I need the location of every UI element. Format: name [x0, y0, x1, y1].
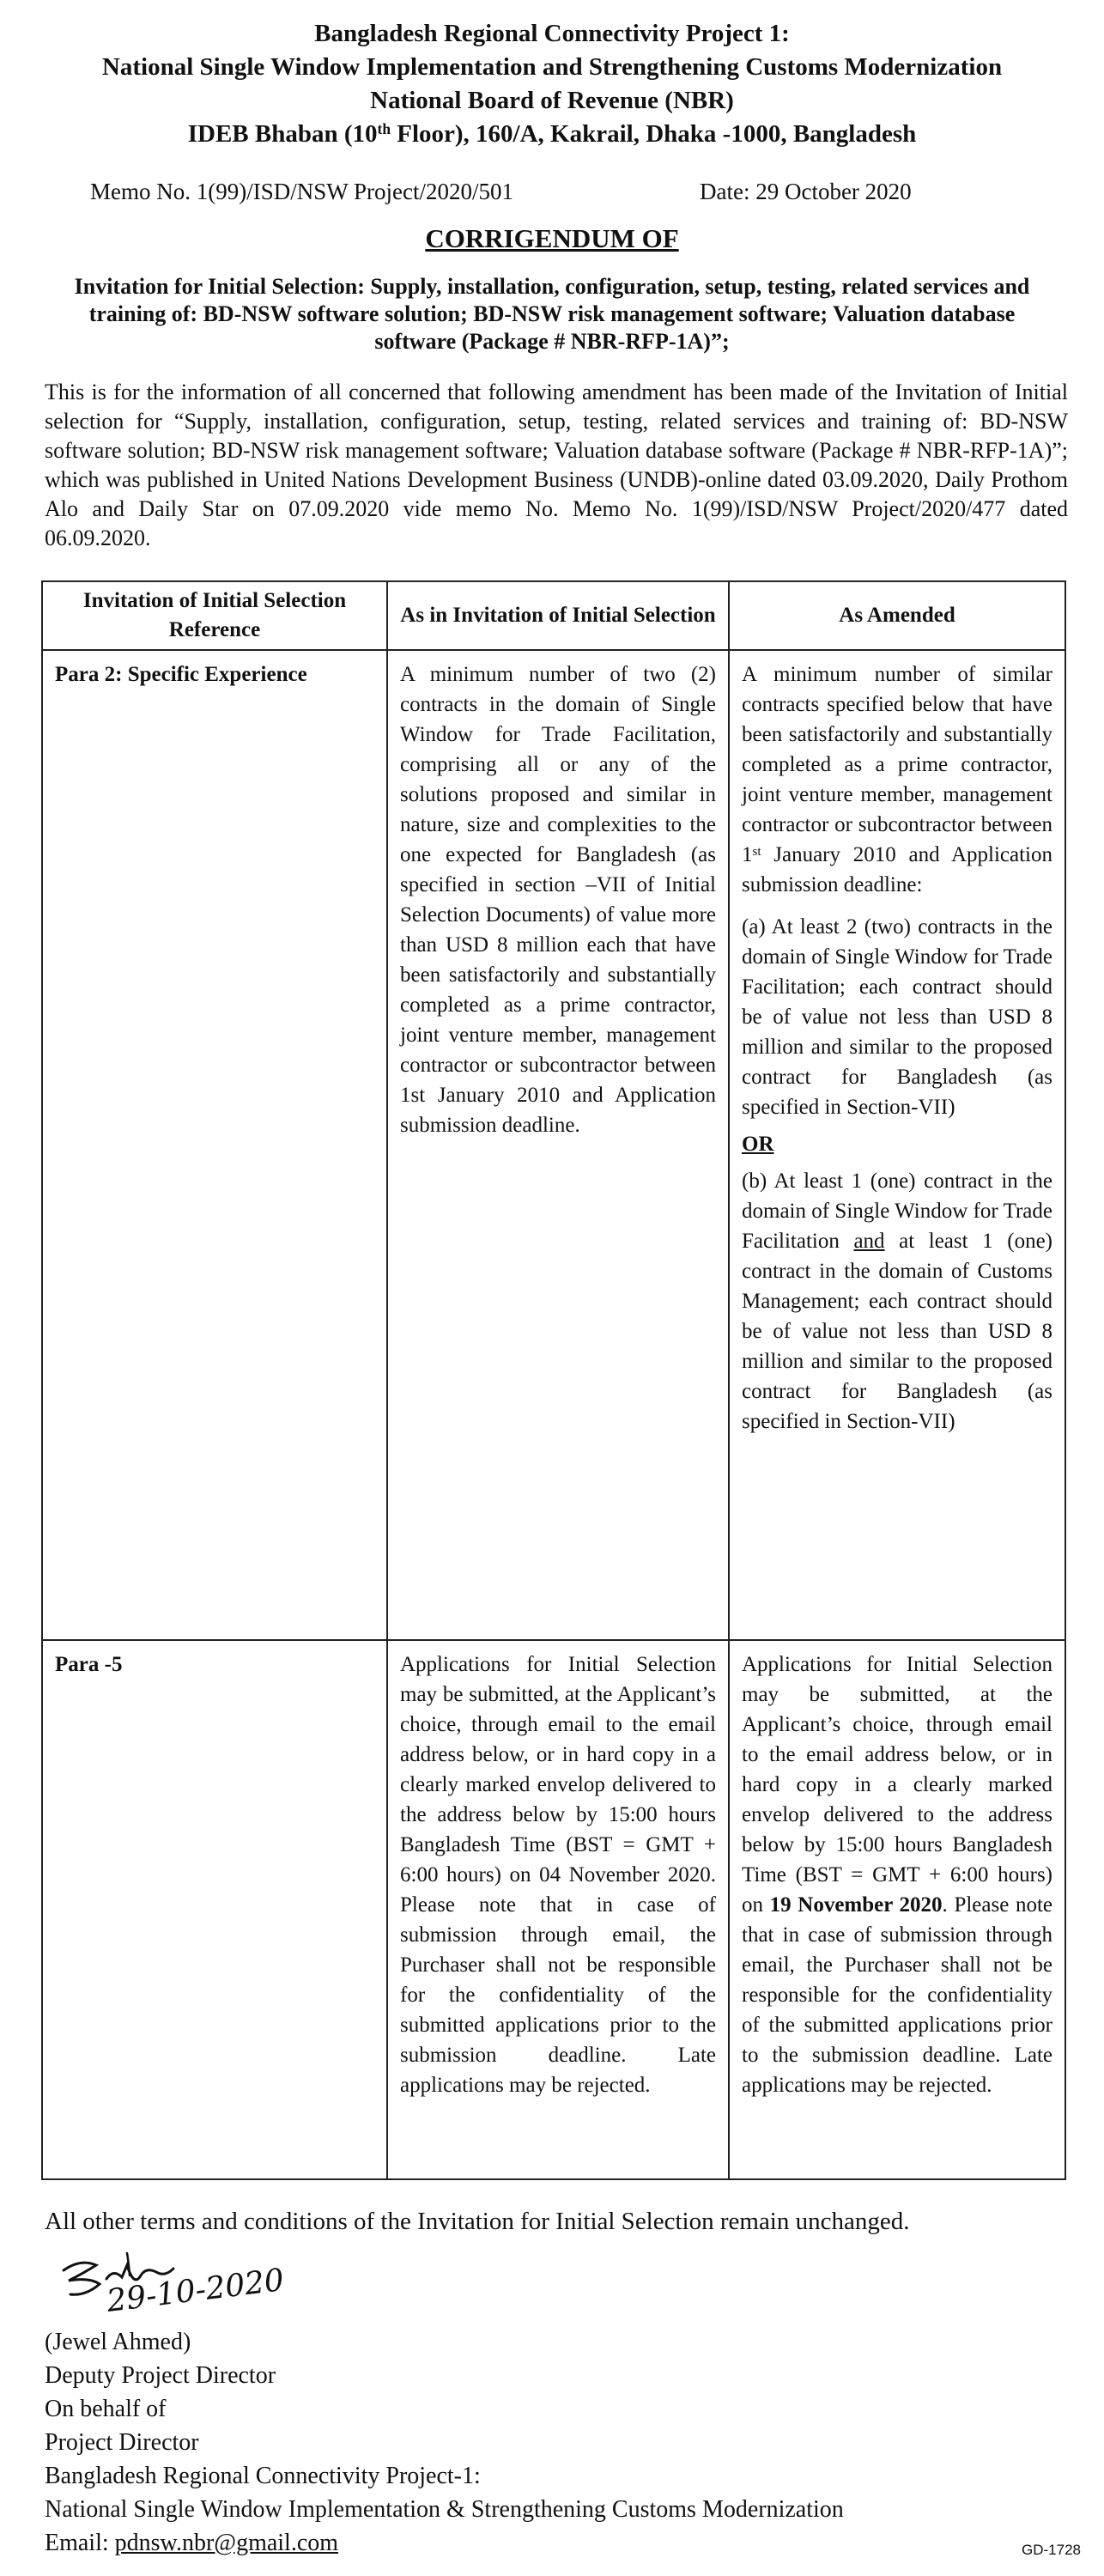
memo-number: Memo No. 1(99)/ISD/NSW Project/2020/501	[90, 179, 513, 204]
table-row	[42, 1640, 1065, 2179]
column-header-reference: Invitation of Initial Selection Reference	[42, 581, 387, 650]
header-project-name: National Single Window Implementation and Strengthening Customs Modernization	[101, 53, 1003, 81]
document-header	[0, 17, 1104, 151]
signatory-name: (Jewel Ahmed)	[45, 2329, 191, 2355]
row-original-text: A minimum number of two (2) contracts in the domain of Single Window for Trade Facilitation, comprising all or any of the solutions proposed and similar in nature, size and complexities to the one expected for Bangladesh (as specified in section –VII of Initial Selection Documents) of value more than USD 8 million each that have been satisfactorily and substantially completed as a prime contractor, joint venture member, management contractor or subcontractor between 1st January 2010 and Application submission deadline.	[387, 650, 729, 1640]
header-project: Bangladesh Regional Connectivity Project 1:	[314, 20, 790, 47]
table-row	[42, 650, 1065, 1640]
closing-statement: All other terms and conditions of the Invitation for Initial Selection remain unchanged.	[45, 2208, 910, 2235]
on-behalf-of: On behalf of	[45, 2396, 167, 2422]
header-organization: National Board of Revenue (NBR)	[370, 87, 734, 114]
or-label: OR	[742, 1133, 774, 1156]
column-header-original: As in Invitation of Initial Selection	[387, 581, 729, 650]
intro-paragraph: This is for the information of all concerned that following amendment has been made of the Invitation of Initial selection for “Supply, installation, configuration, setup, testing, related services and training of: BD-NSW software solution; BD-NSW risk management software; Valuation database software (Package # NBR-RFP-1A)”; which was published in United Nations Development Business (UNDB)-online dated 03.09.2020, Daily Prothom Alo and Daily Star on 07.09.2020 vide memo No. Memo No. 1(99)/ISD/NSW Project/2020/477 dated 06.09.2020.	[45, 380, 1068, 550]
project-name-line2: National Single Window Implementation & Strengthening Customs Modernization	[45, 2496, 844, 2523]
amended-intro: A minimum number of similar contracts specified below that have been satisfactorily and substantially completed as a prime contractor, joint venture member, management contractor or subcontractor between 1st January 2010 and Application submission deadline:	[742, 663, 1052, 896]
row-amended-text	[729, 650, 1065, 1640]
amendment-table	[41, 580, 1066, 2180]
email-line: Email: pdnsw.nbr@gmail.com	[45, 2530, 339, 2556]
table-header-row	[42, 581, 1065, 650]
project-name-line1: Bangladesh Regional Connectivity Project-1:	[45, 2463, 481, 2489]
row-amended-text: Applications for Initial Selection may be submitted, at the Applicant’s choice, through email to the email address below, or in hard copy in a clearly marked envelop delivered to the address below by 15:00 hours Bangladesh Time (BST = GMT + 6:00 hours) on 19 November 2020. Please note that in case of submission through email, the Purchaser shall not be responsible for the confidentiality of the submitted applications prior to the submission deadline. Late applications may be rejected.	[729, 1640, 1065, 2179]
header-address: IDEB Bhaban (10th Floor), 160/A, Kakrail, Dhaka -1000, Bangladesh	[187, 120, 917, 148]
signatory-designation: Deputy Project Director	[45, 2362, 276, 2389]
handwritten-signature	[45, 2243, 388, 2329]
signature-icon	[45, 2243, 388, 2329]
row-reference: Para -5	[42, 1640, 387, 2179]
memo-row	[90, 179, 949, 205]
amended-option-b: (b) At least 1 (one) contract in the domain of Single Window for Trade Facilitation and at least 1 (one) contract in the domain of Customs Management; each contract should be of value not less than USD 8 million and similar to the proposed contract for Bangladesh (as specified in Section-VII)	[742, 1170, 1052, 1433]
subject-heading: Invitation for Initial Selection: Supply, installation, configuration, setup, testing, related services and training of: BD-NSW software solution; BD-NSW risk management software; Valuation database software (Package # NBR-RFP-1A)”;	[74, 274, 1030, 354]
document-code: GD-1728	[1022, 2542, 1081, 2558]
email-link[interactable]: pdnsw.nbr@gmail.com	[114, 2530, 339, 2556]
row-reference: Para 2: Specific Experience	[42, 650, 387, 1640]
column-header-amended: As Amended	[729, 581, 1065, 650]
amended-option-a: (a) At least 2 (two) contracts in the domain of Single Window for Trade Facilitation; each contract should be of value not less than USD 8 million and similar to the proposed contract for Bangladesh (as specified in Section-VII)	[742, 915, 1052, 1119]
document-title: CORRIGENDUM OF	[425, 223, 679, 253]
row-original-text: Applications for Initial Selection may be submitted, at the Applicant’s choice, through email to the email address below, or in hard copy in a clearly marked envelop delivered to the address below by 15:00 hours Bangladesh Time (BST = GMT + 6:00 hours) on 04 November 2020. Please note that in case of submission through email, the Purchaser shall not be responsible for the confidentiality of the submitted applications prior to the submission deadline. Late applications may be rejected.	[387, 1640, 729, 2179]
signature-block	[45, 2325, 844, 2560]
amended-deadline: 19 November 2020	[769, 1893, 943, 1917]
memo-date: Date: 29 October 2020	[700, 179, 912, 204]
project-director: Project Director	[45, 2429, 199, 2456]
svg-text:29-10-2020: 29-10-2020	[105, 2262, 287, 2319]
